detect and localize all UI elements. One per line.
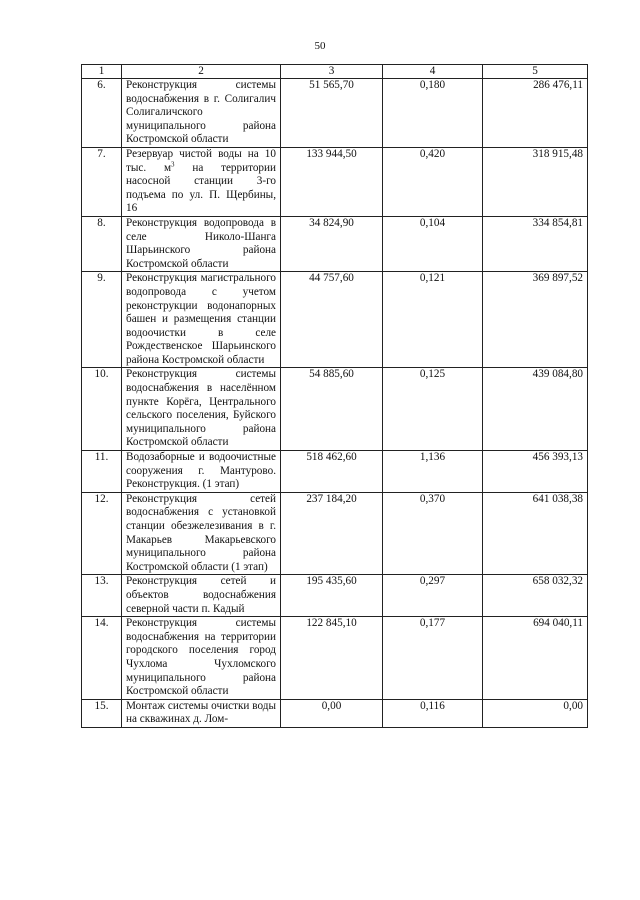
row-value-col5: 694 040,11 (483, 617, 588, 700)
table-row (82, 492, 588, 575)
row-number: 10. (82, 368, 122, 451)
row-value-col3: 122 845,10 (281, 617, 383, 700)
header-cell-3: 3 (281, 65, 383, 79)
row-value-col3: 237 184,20 (281, 492, 383, 575)
table-row (82, 617, 588, 700)
row-description: Реконструкция сетей и объектов водоснабжения северной части п. Кадый (122, 575, 281, 617)
table-row (82, 575, 588, 617)
row-value-col4: 1,136 (383, 451, 483, 493)
row-value-col5: 318 915,48 (483, 147, 588, 216)
row-description (122, 147, 281, 216)
row-description-part: на территории насосной станции 3-го подъема по ул. П. Щербины, 16 (126, 161, 277, 215)
row-number: 6. (82, 79, 122, 148)
row-value-col5: 334 854,81 (483, 216, 588, 271)
row-value-col5: 439 084,80 (483, 368, 588, 451)
row-value-col3: 0,00 (281, 699, 383, 727)
table-row (82, 368, 588, 451)
row-description: Монтаж системы очистки воды на скважинах д. Лом- (122, 699, 281, 727)
row-number: 7. (82, 147, 122, 216)
row-value-col5: 641 038,38 (483, 492, 588, 575)
data-table (81, 64, 588, 728)
row-value-col4: 0,125 (383, 368, 483, 451)
row-description: Реконструкция сетей водоснабжения с установкой станции обезжелезивания в г. Макарьев Макарьевского муниципального района Костромской области (1 этап) (122, 492, 281, 575)
table-row (82, 216, 588, 271)
row-value-col4: 0,180 (383, 79, 483, 148)
row-value-col3: 44 757,60 (281, 272, 383, 368)
row-value-col4: 0,297 (383, 575, 483, 617)
header-cell-4: 4 (383, 65, 483, 79)
table-row (82, 272, 588, 368)
row-number: 11. (82, 451, 122, 493)
row-value-col5: 0,00 (483, 699, 588, 727)
row-value-col5: 369 897,52 (483, 272, 588, 368)
table-row (82, 147, 588, 216)
row-number: 14. (82, 617, 122, 700)
row-description: Реконструкция водопровода в селе Николо-Шанга Шарьинского района Костромской области (122, 216, 281, 271)
header-cell-1: 1 (82, 65, 122, 79)
row-value-col4: 0,177 (383, 617, 483, 700)
row-description: Реконструкция системы водоснабжения в населённом пункте Корёга, Центрального сельского поселения, Буйского муниципального района Костромской области (122, 368, 281, 451)
table-row (82, 699, 588, 727)
row-value-col3: 133 944,50 (281, 147, 383, 216)
table-row (82, 79, 588, 148)
row-description: Реконструкция системы водоснабжения в г. Солигалич Солигаличского муниципального района Костромской области (122, 79, 281, 148)
row-value-col4: 0,370 (383, 492, 483, 575)
row-value-col3: 34 824,90 (281, 216, 383, 271)
row-number: 9. (82, 272, 122, 368)
superscript-exponent: 3 (171, 159, 175, 168)
row-description: Водозаборные и водоочистные сооружения г. Мантурово. Реконструкция. (1 этап) (122, 451, 281, 493)
row-value-col4: 0,116 (383, 699, 483, 727)
header-row (82, 65, 588, 79)
row-description: Реконструкция магистрального водопровода с учетом реконструкции водонапорных башен и размещения станции водоочистки в селе Рождественское Шарьинского района Костромской области (122, 272, 281, 368)
table-row (82, 451, 588, 493)
page-number: 50 (314, 40, 326, 52)
row-value-col3: 195 435,60 (281, 575, 383, 617)
row-value-col5: 658 032,32 (483, 575, 588, 617)
row-number: 12. (82, 492, 122, 575)
row-value-col4: 0,420 (383, 147, 483, 216)
row-description: Реконструкция системы водоснабжения на территории городского поселения город Чухлома Чухломского муниципального района Костромской области (122, 617, 281, 700)
row-value-col3: 54 885,60 (281, 368, 383, 451)
row-number: 8. (82, 216, 122, 271)
row-description-part: Резервуар чистой воды на 10 тыс. м (126, 147, 276, 174)
row-value-col4: 0,104 (383, 216, 483, 271)
row-number: 15. (82, 699, 122, 727)
row-value-col3: 518 462,60 (281, 451, 383, 493)
row-number: 13. (82, 575, 122, 617)
row-value-col5: 456 393,13 (483, 451, 588, 493)
header-cell-5: 5 (483, 65, 588, 79)
row-value-col4: 0,121 (383, 272, 483, 368)
row-value-col5: 286 476,11 (483, 79, 588, 148)
row-value-col3: 51 565,70 (281, 79, 383, 148)
header-cell-2: 2 (122, 65, 281, 79)
